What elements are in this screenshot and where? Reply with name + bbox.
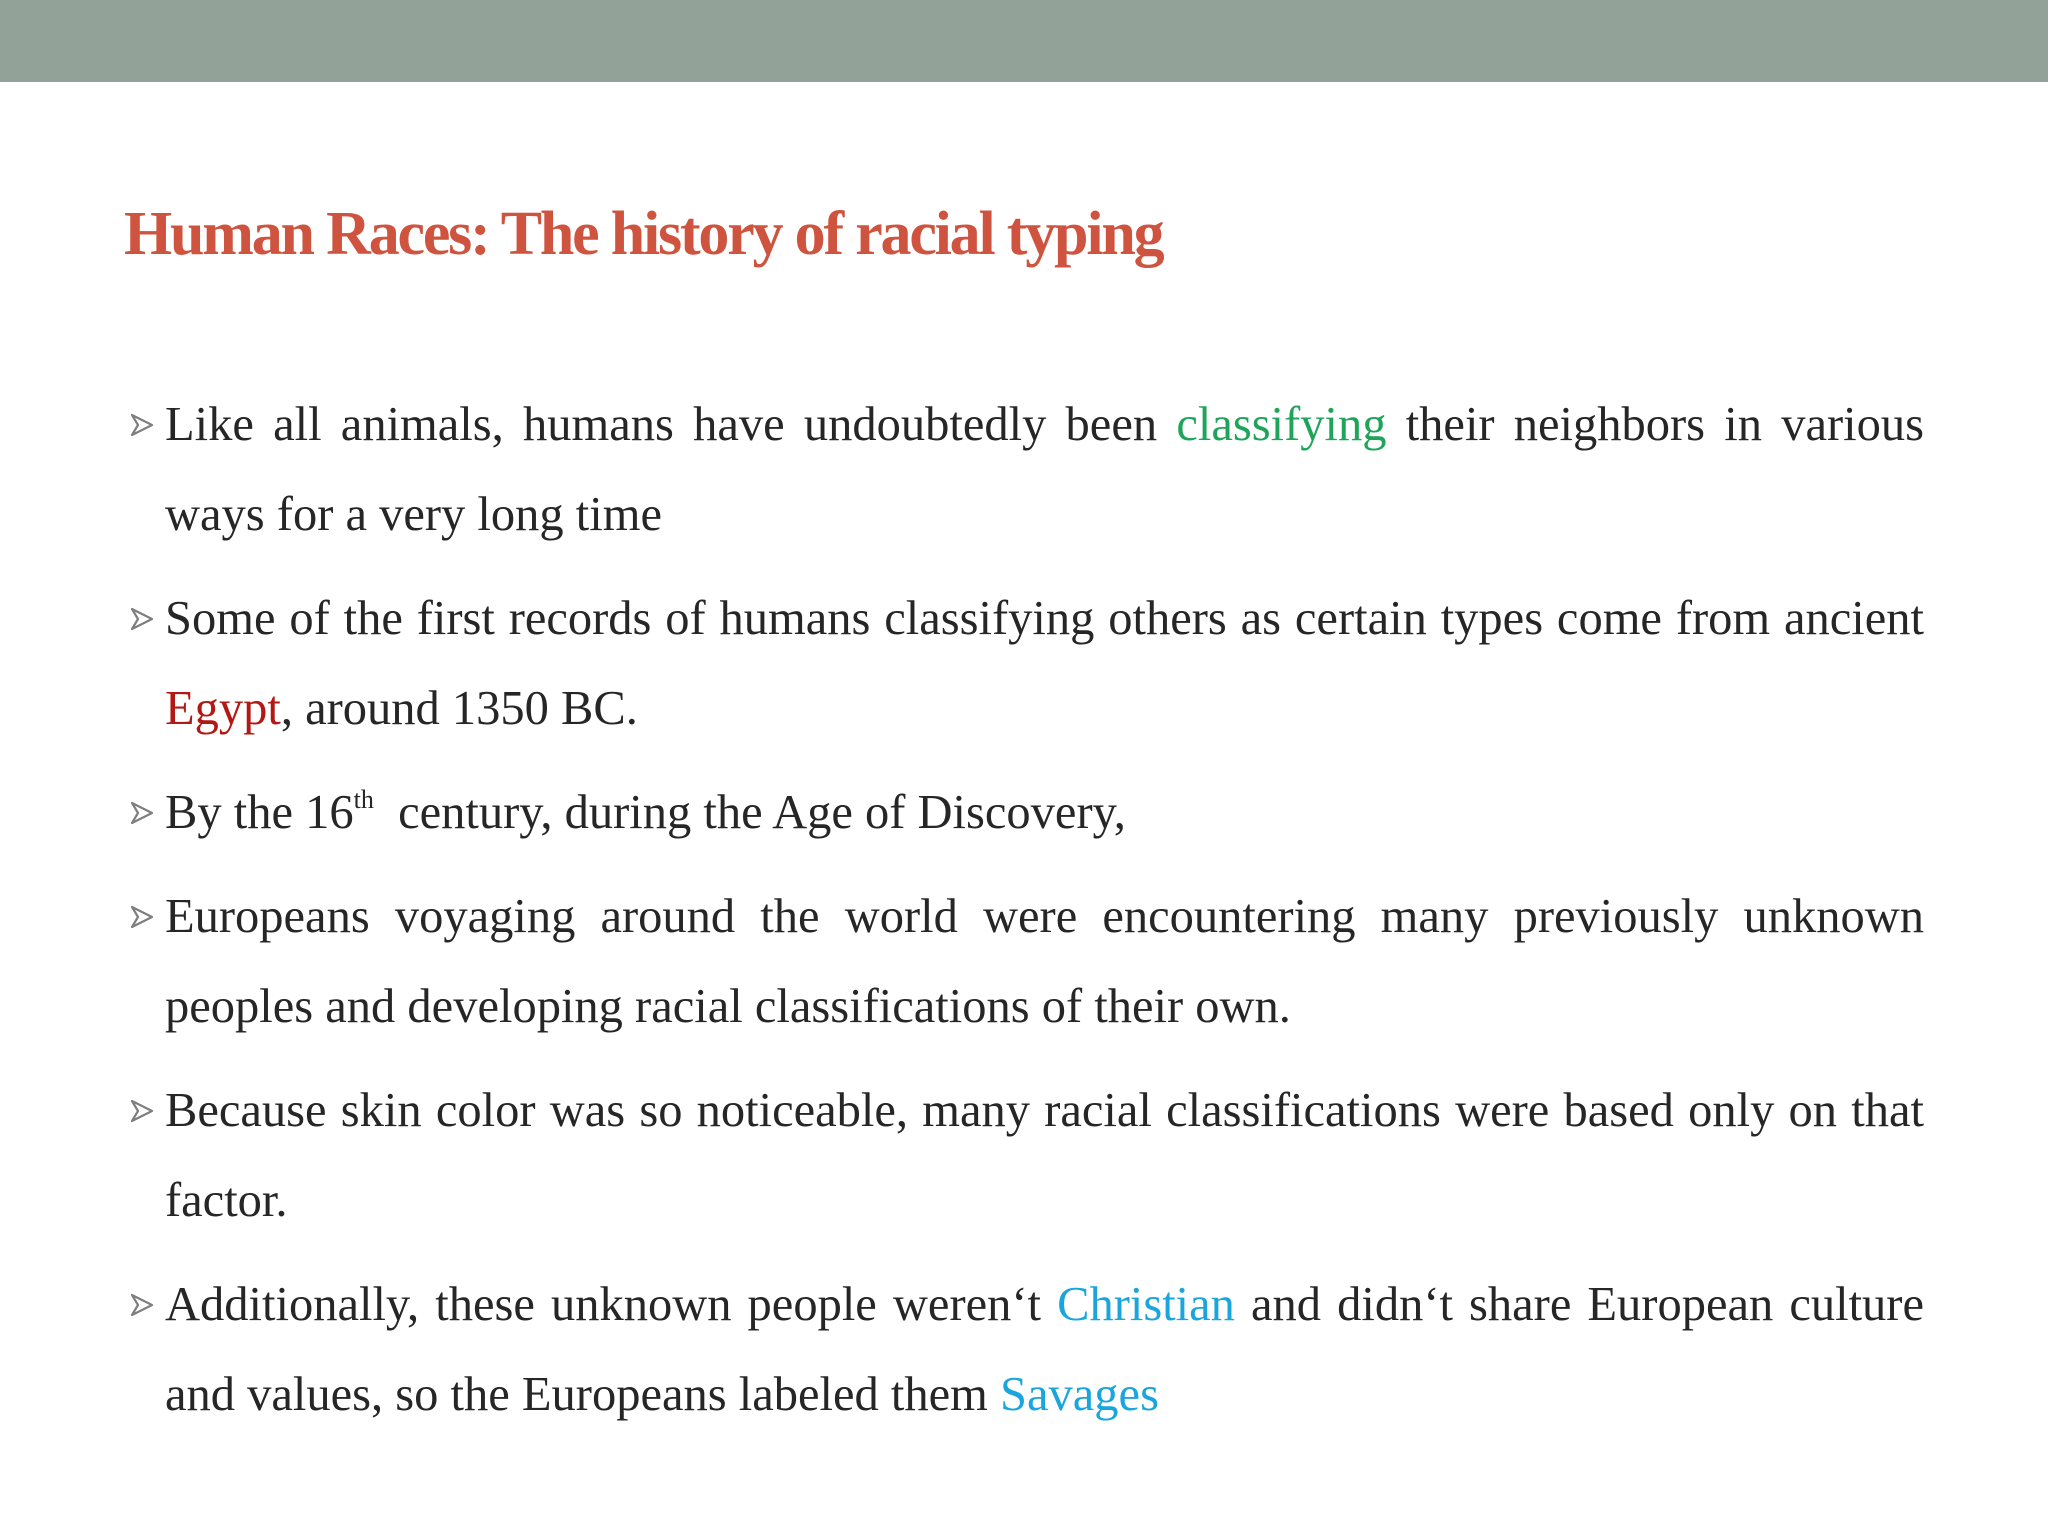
bullet-text: Because skin color was so noticeable, many racial classifications were based only on that factor. [165, 1084, 1924, 1227]
bullet-text: Europeans voyaging around the world were encountering many previously unknown peoples and developing racial classifications of their own. [165, 890, 1924, 1033]
arrowhead-bullet-icon [124, 1260, 160, 1350]
bullet-item [124, 380, 1924, 560]
bullet-text: Additionally, these unknown people weren‘t [165, 1278, 1058, 1331]
bullet-text: and didn‘t share European culture and values, so the Europeans labeled them [165, 1278, 1924, 1421]
bullet-text: Some of the first records of humans classifying others as certain types come from ancient [165, 592, 1924, 645]
arrowhead-bullet-icon [124, 380, 160, 470]
bullet-list [124, 380, 1924, 1454]
slide-title: Human Races: The history of racial typing [124, 200, 1163, 268]
bullet-item [124, 1066, 1924, 1246]
highlight-egypt: Egypt [165, 682, 281, 735]
bullet-item [124, 574, 1924, 754]
bullet-text: , around 1350 BC. [280, 682, 638, 735]
bullet-text: century, during the Age of Discovery, [373, 786, 1126, 839]
highlight-christian: Christian [1057, 1278, 1235, 1331]
bullet-text: their neighbors in various ways for a very long time [165, 398, 1924, 541]
bullet-item [124, 1260, 1924, 1440]
top-accent-bar [0, 0, 2048, 82]
arrowhead-bullet-icon [124, 768, 160, 858]
bullet-item [124, 768, 1924, 858]
arrowhead-bullet-icon [124, 574, 160, 664]
bullet-text: Like all animals, humans have undoubtedly been [165, 398, 1177, 451]
superscript-th: th [353, 785, 374, 814]
highlight-savages: Savages [1000, 1368, 1159, 1421]
highlight-classifying: classifying [1176, 398, 1387, 451]
bullet-item [124, 872, 1924, 1052]
arrowhead-bullet-icon [124, 1066, 160, 1156]
bullet-text: By the 16 [165, 786, 354, 839]
arrowhead-bullet-icon [124, 872, 160, 962]
